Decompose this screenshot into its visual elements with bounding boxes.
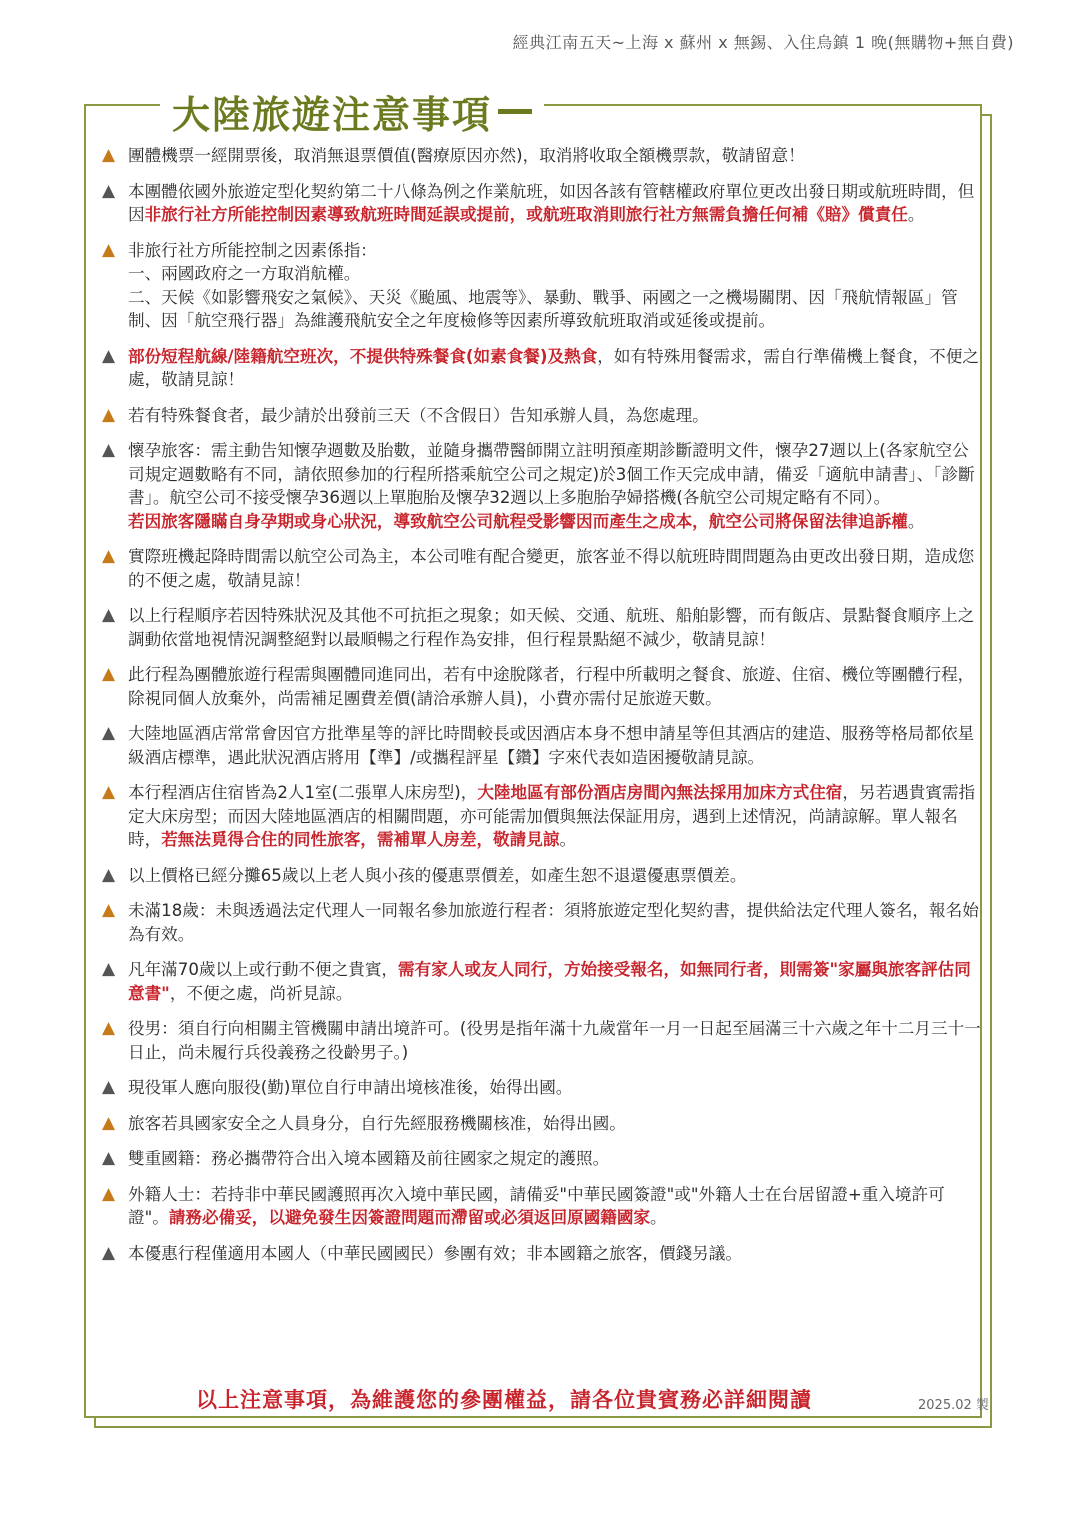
note-text bbox=[128, 404, 982, 428]
note-text-plain: 非旅行社方所能控制之因素係指： bbox=[128, 240, 377, 260]
note-text-highlight: 需有家人或友人同行，方始接受報名，如無同行者，則需簽"家屬與旅客評估同意書" bbox=[128, 960, 971, 1003]
note-text bbox=[128, 1076, 982, 1100]
warning-triangle-icon: ▲ bbox=[102, 782, 116, 802]
note-text-plain: 。 bbox=[559, 830, 577, 849]
note-text-plain: 以上價格已經分攤65歲以上老人與小孩的優惠票價差，如產生恕不退還優惠票價差。 bbox=[128, 865, 747, 885]
note-item bbox=[102, 180, 982, 227]
note-item bbox=[102, 439, 982, 533]
note-item bbox=[102, 1112, 982, 1136]
note-item bbox=[102, 404, 982, 428]
note-text-plain: 此行程為團體旅遊行程需與團體同進同出，若有中途脫隊者，行程中所載明之餐食、旅遊、住宿、機位等團體行程，除視同個人放棄外，尚需補足團費差價(請洽承辦人員)，小費亦需付足旅遊天數。 bbox=[128, 665, 975, 708]
note-text bbox=[128, 663, 982, 710]
warning-triangle-icon: ▲ bbox=[102, 959, 116, 979]
warning-triangle-icon: ▲ bbox=[102, 605, 116, 625]
section-title-wrap bbox=[160, 84, 544, 139]
note-text-plain: 雙重國籍：務必攜帶符合出入境本國籍及前往國家之規定的護照。 bbox=[128, 1149, 610, 1168]
note-text-plain: 。 bbox=[907, 205, 925, 224]
warning-triangle-icon: ▲ bbox=[102, 404, 116, 425]
note-text bbox=[128, 180, 982, 227]
note-text-highlight: 若因旅客隱瞞自身孕期或身心狀況，導致航空公司航程受影響因而產生之成本，航空公司將保留法律追訴權 bbox=[128, 511, 908, 531]
note-text bbox=[128, 545, 982, 592]
note-item bbox=[102, 239, 982, 333]
note-text-plain: 旅客若具國家安全之人員身分，自行先經服務機關核准，始得出國。 bbox=[128, 1113, 626, 1133]
note-item bbox=[102, 1017, 982, 1064]
note-text-plain: 外籍人士：若持非中華民國護照再次入境中華民國，請備妥"中華民國簽證"或"外籍人士在台居留證+重入境許可證"。 bbox=[128, 1184, 945, 1227]
note-text bbox=[128, 604, 982, 651]
warning-triangle-icon: ▲ bbox=[102, 1242, 116, 1263]
note-text-plain: 懷孕旅客：需主動告知懷孕週數及胎數，並隨身攜帶醫師開立註明預產期診斷證明文件，懷孕27週以上(各家航空公司規定週數略有不同，請依照參加的行程所搭乘航空公司之規定)於3個工作天完成申請，備妥「適航申請書」、「診斷書」。航空公司不接受懷孕36週以上單胞胎及懷孕32週以上多胞胎孕婦搭機(各航空公司規定略有不同）。 bbox=[128, 441, 975, 507]
note-text-plain: 本行程酒店住宿皆為2人1室(二張單人床房型)， bbox=[128, 783, 478, 802]
note-item bbox=[102, 604, 982, 651]
note-item bbox=[102, 1183, 982, 1230]
warning-triangle-icon: ▲ bbox=[102, 664, 116, 684]
section-title: 大陸旅遊注意事項 bbox=[172, 93, 493, 137]
title-dash-ornament bbox=[498, 109, 532, 114]
warning-triangle-icon: ▲ bbox=[102, 440, 116, 460]
note-text-plain: 現役軍人應向服役(勤)單位自行申請出境核准後，始得出國。 bbox=[128, 1078, 573, 1097]
warning-triangle-icon: ▲ bbox=[102, 180, 116, 201]
note-item bbox=[102, 864, 982, 888]
warning-triangle-icon: ▲ bbox=[102, 345, 116, 366]
note-text-plain: 凡年滿70歲以上或行動不便之貴賓， bbox=[128, 960, 399, 979]
warning-triangle-icon: ▲ bbox=[102, 864, 116, 885]
note-item bbox=[102, 899, 982, 946]
note-text bbox=[128, 144, 982, 168]
notes-list bbox=[102, 144, 982, 1277]
note-text bbox=[128, 439, 982, 533]
note-text-plain: ，如有特殊用餐需求，需自行準備機上餐食，不便之處，敬請見諒！ bbox=[128, 346, 979, 389]
note-text-highlight: 部份短程航線/陸籍航空班次，不提供特殊餐食(如素食餐)及熱食 bbox=[128, 346, 598, 366]
note-text-plain: ，另若遇貴賓需指定大床房型；而因大陸地區酒店的相關問題，亦可能需加價與無法保証用房，遇到上述情況，尚請諒解。單人報名時， bbox=[128, 783, 976, 849]
note-text bbox=[128, 1147, 982, 1171]
note-item bbox=[102, 722, 982, 769]
note-text bbox=[128, 1183, 982, 1230]
note-text bbox=[128, 899, 982, 946]
note-text-plain: 本團體依國外旅遊定型化契約第二十八條為例之作業航班，如因各該有管轄權政府單位更改出發日期或航班時間，但因 bbox=[128, 181, 975, 224]
note-text-plain: 。 bbox=[650, 1208, 667, 1227]
warning-triangle-icon: ▲ bbox=[102, 1183, 116, 1204]
note-text-highlight: 請務必備妥，以避免發生因簽證問題而滯留或必須返回原國籍國家 bbox=[168, 1208, 651, 1227]
note-text bbox=[128, 1112, 982, 1136]
note-text-plain: 大陸地區酒店常常會因官方批準星等的評比時間較長或因酒店本身不想申請星等但其酒店的建造、服務等格局都依星級酒店標準，遇此狀況酒店將用【準】/或攜程評星【鑽】字來代表如造困擾敬請見諒。 bbox=[128, 724, 975, 767]
note-text bbox=[128, 864, 982, 888]
note-item bbox=[102, 144, 982, 168]
note-item bbox=[102, 345, 982, 392]
note-text-highlight: 大陸地區有部份酒店房間內無法採用加床方式住宿 bbox=[477, 783, 843, 802]
note-item bbox=[102, 1076, 982, 1100]
note-item bbox=[102, 781, 982, 852]
note-text bbox=[128, 781, 982, 852]
note-text-plain: 以上行程順序若因特殊狀況及其他不可抗拒之現象；如天候、交通、航班、船舶影響，而有飯店、景點餐食順序上之調動依當地視情況調整絕對以最順暢之行程作為安排，但行程景點絕不減少，敬請見諒！ bbox=[128, 606, 975, 649]
warning-triangle-icon: ▲ bbox=[102, 1148, 116, 1168]
note-text bbox=[128, 722, 982, 769]
warning-triangle-icon: ▲ bbox=[102, 1018, 116, 1038]
note-text-plain: 若有特殊餐食者，最少請於出發前三天（不含假日）告知承辦人員，為您處理。 bbox=[128, 405, 709, 425]
note-text bbox=[128, 345, 982, 392]
warning-triangle-icon: ▲ bbox=[102, 546, 116, 566]
note-text bbox=[128, 1242, 982, 1266]
warning-triangle-icon: ▲ bbox=[102, 900, 116, 920]
footer-notice: 以上注意事項，為維護您的參團權益，請各位貴賓務必詳細閱讀 bbox=[196, 1388, 812, 1412]
trip-title-header: 經典江南五天~上海 x 蘇州 x 無錫、入住烏鎮 1 晚(無購物+無自費) bbox=[512, 33, 1014, 52]
warning-triangle-icon: ▲ bbox=[102, 1077, 116, 1097]
note-text-plain: 役男：須自行向相關主管機關申請出境許可。(役男是指年滿十九歲當年一月一日起至屆滿三十六歲之年十二月三十一日止，尚未履行兵役義務之役齡男子。) bbox=[128, 1019, 981, 1062]
note-sub-item: 一、兩國政府之一方取消航權。 bbox=[128, 264, 361, 283]
note-text-plain: 。 bbox=[907, 511, 925, 531]
note-sub-item: 二、天候《如影響飛安之氣候》、天災《颱風、地震等》、暴動、戰爭、兩國之一之機場關閉、因「飛航情報區」管制、因「航空飛行器」為維護飛航安全之年度檢修等因素所導致航班取消或延後或提前。 bbox=[128, 287, 958, 330]
warning-triangle-icon: ▲ bbox=[102, 239, 116, 260]
note-text bbox=[128, 958, 982, 1005]
note-item bbox=[102, 663, 982, 710]
note-text-plain: 未滿18歲：未與透過法定代理人一同報名參加旅遊行程者：須將旅遊定型化契約書，提供給法定代理人簽名，報名始為有效。 bbox=[128, 901, 979, 944]
note-text bbox=[128, 1017, 982, 1064]
note-text-plain: ，不便之處，尚祈見諒。 bbox=[169, 983, 353, 1003]
warning-triangle-icon: ▲ bbox=[102, 723, 116, 743]
note-item bbox=[102, 545, 982, 592]
note-item bbox=[102, 958, 982, 1005]
warning-triangle-icon: ▲ bbox=[102, 145, 116, 165]
note-item bbox=[102, 1242, 982, 1266]
note-text-highlight: 若無法覓得合住的同性旅客，需補單人房差，敬請見諒 bbox=[161, 830, 560, 849]
footer-date: 2025.02 製 bbox=[918, 1398, 989, 1413]
note-text-highlight: 非旅行社方所能控制因素導致航班時間延誤或提前，或航班取消則旅行社方無需負擔任何補《賠》償責任 bbox=[144, 205, 908, 224]
note-item bbox=[102, 1147, 982, 1171]
note-text-plain: 本優惠行程僅適用本國人（中華民國國民）參團有效；非本國籍之旅客，價錢另議。 bbox=[128, 1243, 742, 1263]
warning-triangle-icon: ▲ bbox=[102, 1112, 116, 1133]
note-text-plain: 實際班機起降時間需以航空公司為主，本公司唯有配合變更，旅客並不得以航班時間問題為由更改出發日期，造成您的不便之處，敬請見諒！ bbox=[128, 547, 975, 590]
note-text bbox=[128, 239, 982, 333]
note-text-plain: 團體機票一經開票後，取消無退票價值(醫療原因亦然)，取消將收取全額機票款，敬請留意！ bbox=[128, 146, 805, 165]
